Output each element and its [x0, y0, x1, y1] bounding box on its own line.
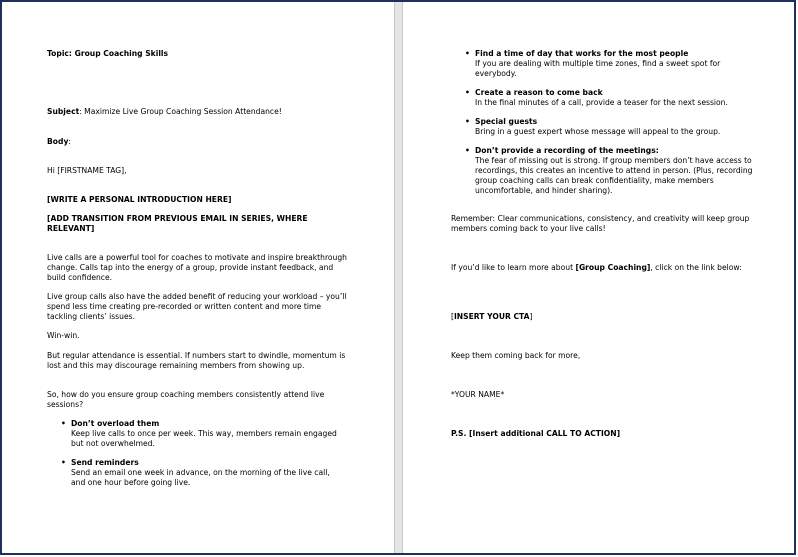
subject-line: Subject: Maximize Live Group Coaching Session Attendance!	[47, 107, 282, 116]
bullet-heading: Find a time of day that works for the most people	[475, 49, 689, 58]
bullet-heading: Don’t provide a recording of the meetings:	[475, 146, 659, 155]
paragraph-workload: Live group calls also have the added benefit of reducing your workload – you’ll spend less time creating pre-recorded or written content and more time tackling clients’ issues.	[47, 292, 347, 321]
sign-off: Keep them coming back for more,	[451, 351, 581, 360]
list-item	[465, 49, 750, 79]
transition-placeholder: [ADD TRANSITION FROM PREVIOUS EMAIL IN SERIES, WHERE RELEVANT]	[47, 214, 308, 233]
paragraph-learn-more: If you’d like to learn more about [Group Coaching], click on the link below:	[451, 263, 742, 272]
bullet-dot: •	[61, 419, 66, 428]
paragraph-remember: Remember: Clear communications, consistency, and creativity will keep group members coming back to your live calls!	[451, 214, 750, 233]
page-gutter	[394, 2, 403, 553]
list-item	[465, 88, 755, 108]
list-item	[465, 117, 755, 137]
bullet-heading: Send reminders	[71, 458, 139, 467]
bullet-heading: Special guests	[475, 117, 538, 126]
bullet-body: Keep live calls to once per week. This way, members remain engaged but not overwhelmed.	[71, 429, 337, 448]
list-item	[61, 458, 341, 488]
topic-heading: Topic: Group Coaching Skills	[47, 49, 169, 58]
bullet-body: In the final minutes of a call, provide a teaser for the next session.	[475, 98, 728, 107]
bullet-heading: Create a reason to come back	[475, 88, 603, 97]
bullet-dot: •	[465, 88, 470, 97]
bullet-dot: •	[465, 117, 470, 126]
cta-placeholder: [INSERT YOUR CTA]	[451, 312, 533, 321]
bullet-dot: •	[61, 458, 66, 467]
greeting: Hi [FIRSTNAME TAG],	[47, 166, 127, 175]
bullet-body: If you are dealing with multiple time zones, find a sweet spot for everybody.	[475, 59, 721, 78]
bullet-body: The fear of missing out is strong. If group members don’t have access to recordings, this creates an incentive to attend in person. (Plus, recording group coaching calls can break confidentiality, make members uncomfortable, and hinder sharing).	[475, 156, 753, 195]
list-item	[61, 419, 341, 449]
name-placeholder: *YOUR NAME*	[451, 390, 505, 399]
postscript: P.S. [Insert additional CALL TO ACTION]	[451, 429, 621, 438]
intro-placeholder: [WRITE A PERSONAL INTRODUCTION HERE]	[47, 195, 232, 204]
paragraph-live-calls: Live calls are a powerful tool for coaches to motivate and inspire breakthrough change. Calls tap into the energy of a group, provide instant feedback, and build confidence.	[47, 253, 347, 282]
list-item	[465, 146, 755, 196]
paragraph-attendance: But regular attendance is essential. If numbers start to dwindle, momentum is lost and this may discourage remaining members from showing up.	[47, 351, 346, 370]
bullet-dot: •	[465, 146, 470, 155]
bullet-dot: •	[465, 49, 470, 58]
bullet-body: Bring in a guest expert whose message will appeal to the group.	[475, 127, 721, 136]
paragraph-win-win: Win-win.	[47, 331, 80, 340]
paragraph-question: So, how do you ensure group coaching members consistently attend live sessions?	[47, 390, 325, 409]
bullet-body: Send an email one week in advance, on the morning of the live call, and one hour before going live.	[71, 468, 330, 487]
bullet-heading: Don’t overload them	[71, 419, 160, 428]
body-label: Body:	[47, 137, 71, 146]
